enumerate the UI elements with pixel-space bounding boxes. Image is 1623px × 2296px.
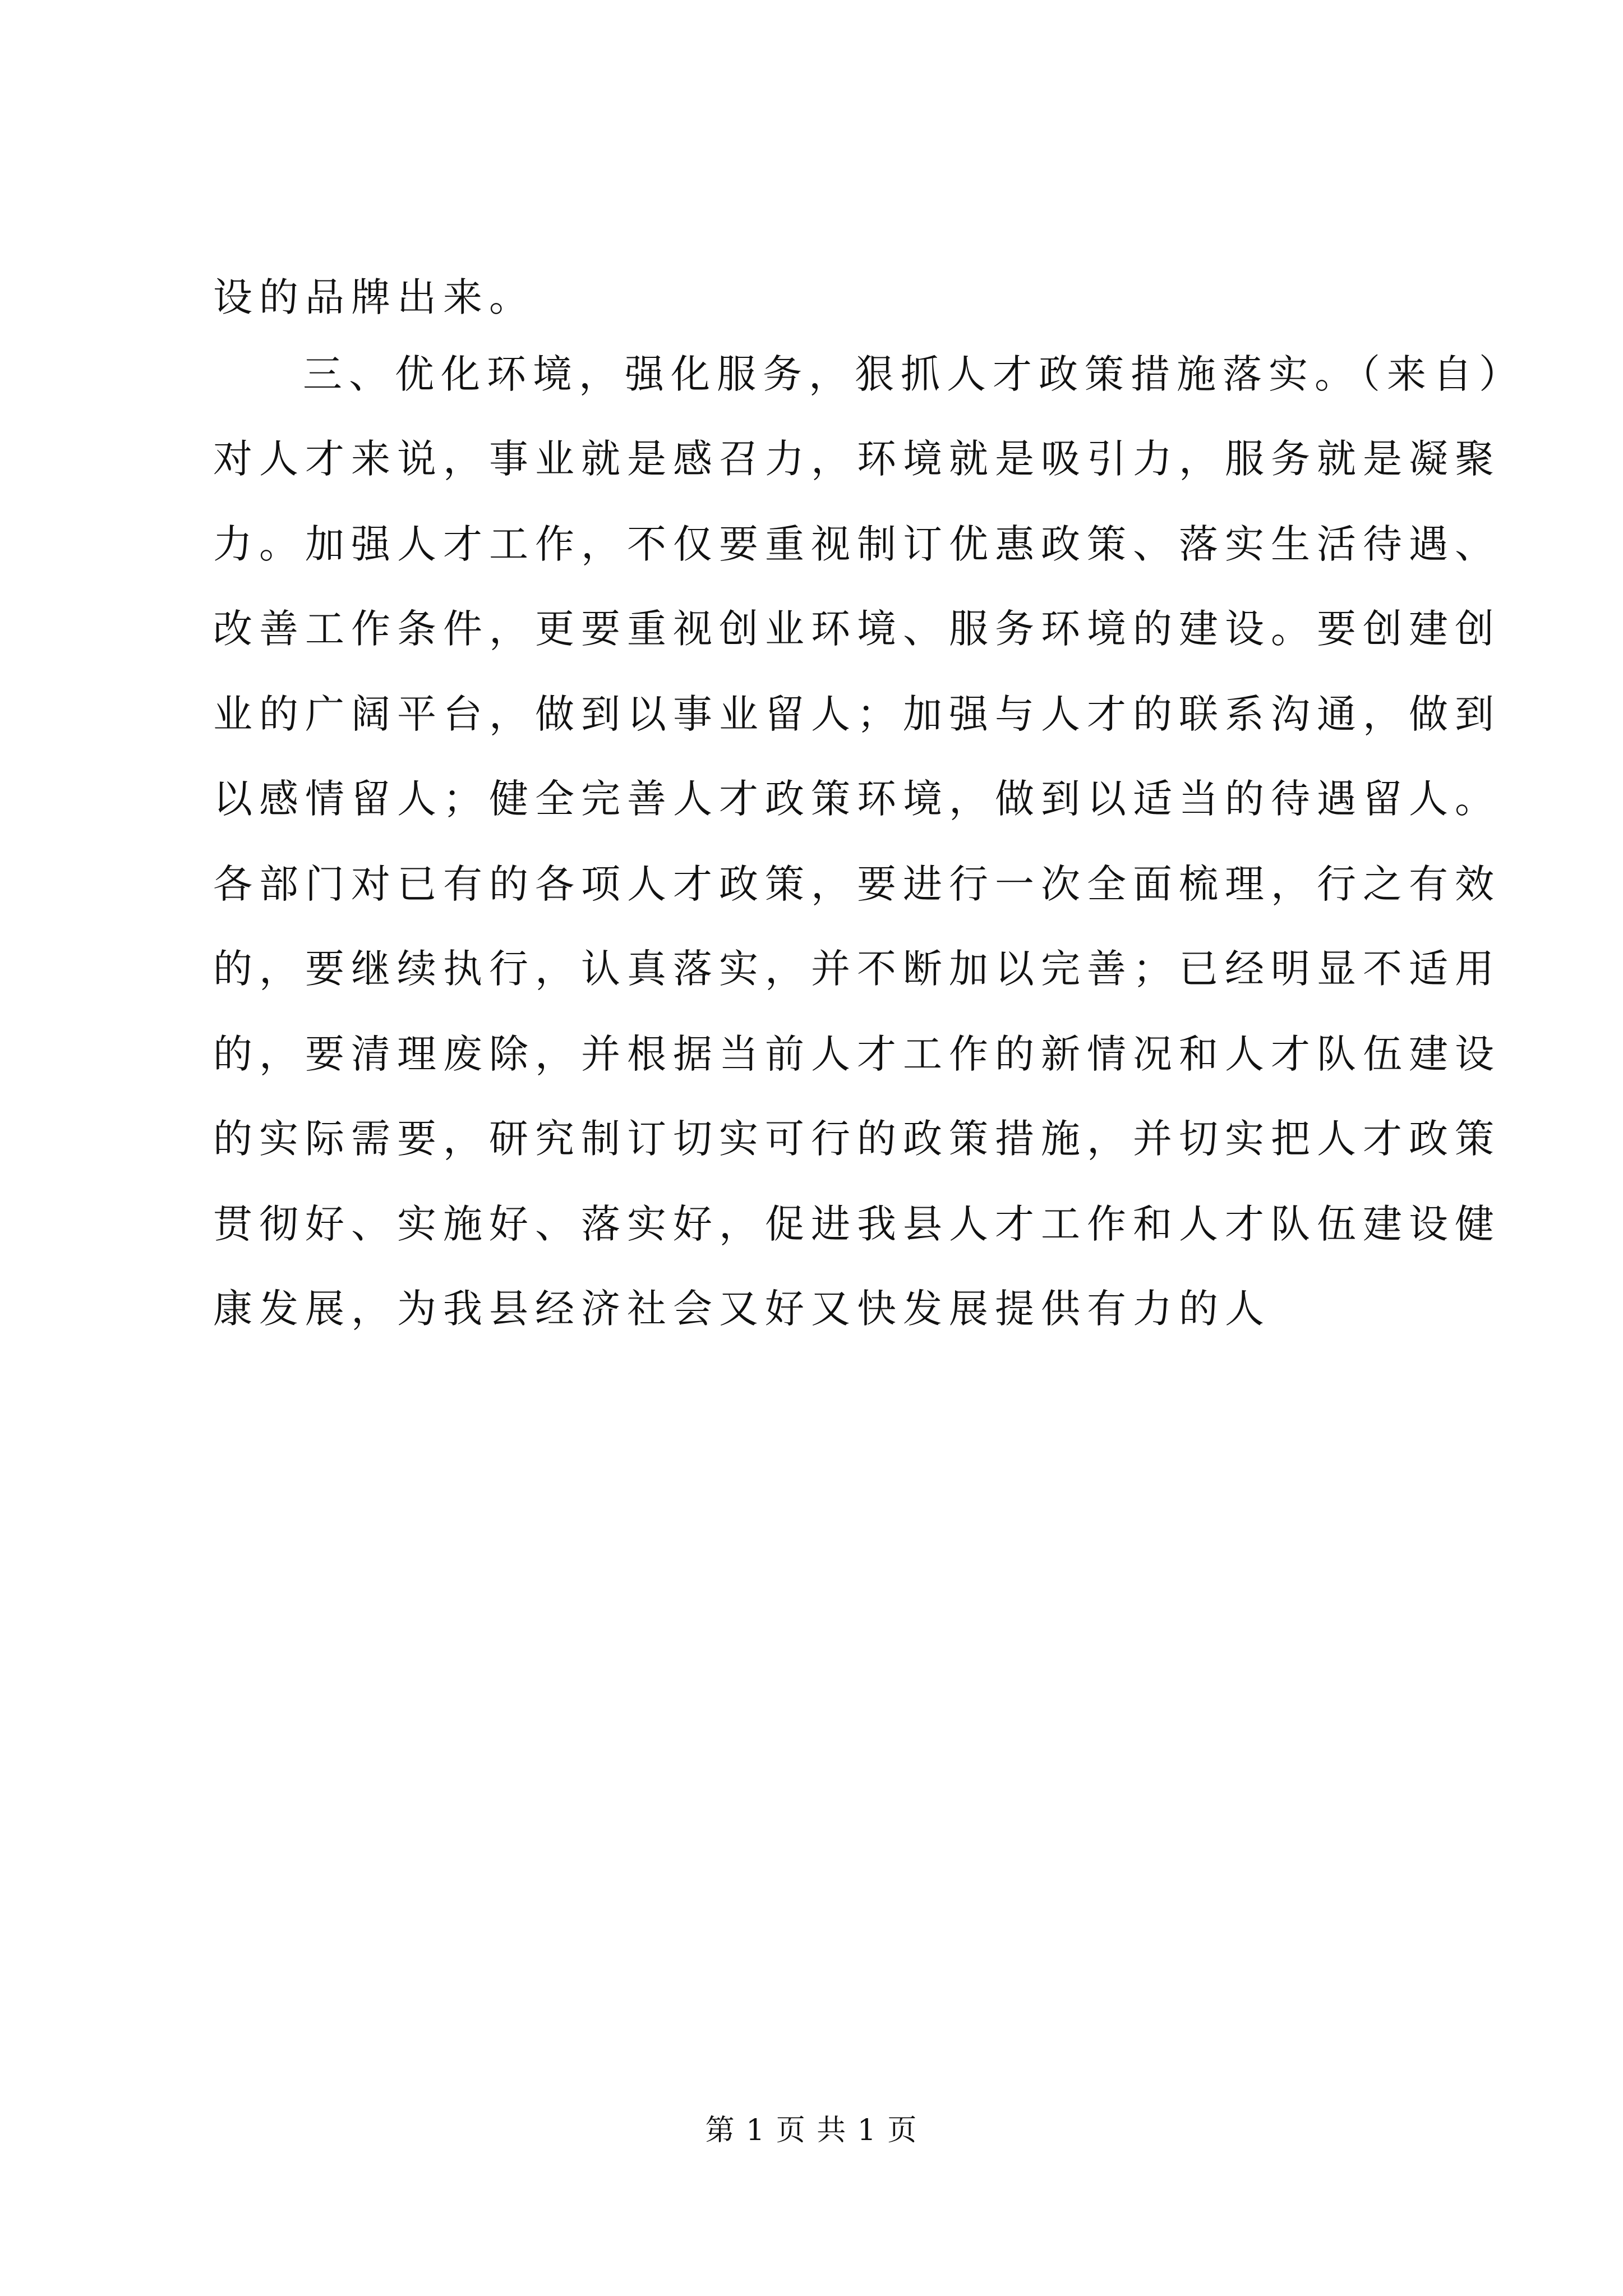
body-text-line: 的实际需要，研究制订切实可行的政策措施，并切实把人才政策 — [213, 1116, 1501, 1162]
body-text-line: 业的广阔平台，做到以事业留人；加强与人才的联系沟通，做到 — [213, 691, 1501, 737]
body-text-line: 各部门对已有的各项人才政策，要进行一次全面梳理，行之有效 — [213, 861, 1501, 907]
body-text-line: 改善工作条件，更要重视创业环境、服务环境的建设。要创建创 — [213, 606, 1501, 652]
body-text-line: 对人才来说，事业就是感召力，环境就是吸引力，服务就是凝聚 — [213, 436, 1501, 482]
body-text-line: 的，要清理废除，并根据当前人才工作的新情况和人才队伍建设 — [213, 1031, 1501, 1077]
page-footer: 第 1 页 共 1 页 — [705, 2114, 918, 2147]
section-heading-line: 三、优化环境，强化服务，狠抓人才政策措施落实。（来自） — [303, 351, 1525, 397]
body-text-line: 以感情留人；健全完善人才政策环境，做到以适当的待遇留人。 — [213, 776, 1501, 822]
body-text-line: 的，要继续执行，认真落实，并不断加以完善；已经明显不适用 — [213, 946, 1501, 992]
body-text-line: 设的品牌出来。 — [213, 274, 535, 320]
body-text-line: 贯彻好、实施好、落实好，促进我县人才工作和人才队伍建设健 — [213, 1201, 1501, 1247]
body-text-line: 力。加强人才工作，不仅要重视制订优惠政策、落实生活待遇、 — [213, 521, 1501, 567]
body-text-line: 康发展，为我县经济社会又好又快发展提供有力的人 — [213, 1286, 1271, 1332]
